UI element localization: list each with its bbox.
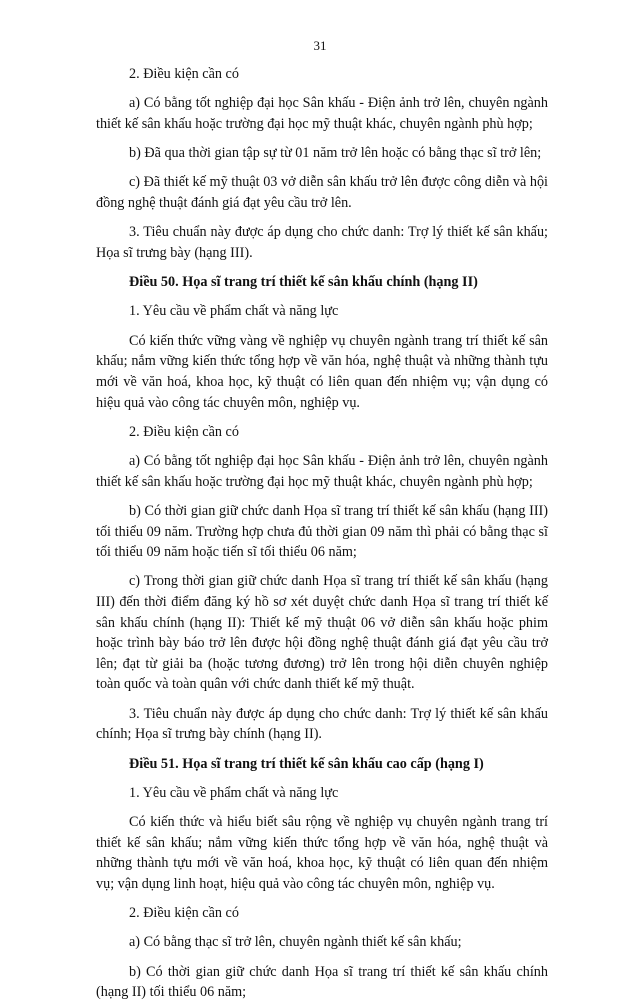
- paragraph: 1. Yêu cầu về phẩm chất và năng lực: [129, 784, 339, 801]
- paragraph: 1. Yêu cầu về phẩm chất và năng lực: [129, 303, 339, 320]
- article-heading: Điều 50. Họa sĩ trang trí thiết kế sân khấu chính (hạng II): [129, 274, 478, 291]
- paragraph: 3. Tiêu chuẩn này được áp dụng cho chức danh: Trợ lý thiết kế sân khấu; Họa sĩ trưng bày (hạng III).: [96, 224, 548, 261]
- paragraph: 3. Tiêu chuẩn này được áp dụng cho chức danh: Trợ lý thiết kế sân khấu chính; Họa sĩ trưng bày chính (hạng II).: [96, 705, 548, 743]
- paragraph: a) Có bằng tốt nghiệp đại học Sân khấu - Điện ảnh trở lên, chuyên ngành thiết kế sân khấu hoặc trường đại học mỹ thuật khác, chuyên ngành phù hợp;: [96, 453, 548, 490]
- paragraph: 2. Điều kiện cần có: [129, 423, 239, 440]
- paragraph: Có kiến thức và hiểu biết sâu rộng về nghiệp vụ chuyên ngành trang trí thiết kế sân khấu; nắm vững kiến thức tổng hợp về văn hóa, nghệ thuật và những thành tựu mới về văn hoá, khoa học, kỹ thuật có liên quan đến nhiệm vụ; vận dụng linh hoạt, hiệu quả vào công tác chuyên môn, nghiệp vụ.: [96, 814, 548, 892]
- paragraph: b) Có thời gian giữ chức danh Họa sĩ trang trí thiết kế sân khấu (hạng III) tối thiểu 09 năm. Trường hợp chưa đủ thời gian 09 năm thì phải có bằng thạc sĩ tối thiểu 09 năm hoặc tiến sĩ tối thiểu 06 năm;: [96, 502, 548, 561]
- paragraph: Có kiến thức vững vàng về nghiệp vụ chuyên ngành trang trí thiết kế sân khấu; nắm vững kiến thức tổng hợp về văn hóa, nghệ thuật và những thành tựu mới về văn hoá, khoa học, kỹ thuật có liên quan đến nhiệm vụ; vận dụng có hiệu quả vào công tác chuyên môn, nghiệp vụ.: [96, 332, 548, 411]
- document-body: [96, 64, 548, 1003]
- paragraph: b) Có thời gian giữ chức danh Họa sĩ trang trí thiết kế sân khấu chính (hạng II) tối thiểu 06 năm;: [96, 963, 548, 1001]
- article-heading: Điều 51. Họa sĩ trang trí thiết kế sân khấu cao cấp (hạng I): [129, 755, 484, 772]
- paragraph: a) Có bằng tốt nghiệp đại học Sân khấu - Điện ảnh trở lên, chuyên ngành thiết kế sân khấu hoặc trường đại học mỹ thuật khác, chuyên ngành phù hợp;: [96, 95, 548, 132]
- page-number: 31: [313, 38, 327, 53]
- paragraph: 2. Điều kiện cần có: [129, 66, 239, 82]
- paragraph: c) Trong thời gian giữ chức danh Họa sĩ trang trí thiết kế sân khấu (hạng III) đến thời điểm đăng ký hồ sơ xét duyệt chức danh Họa sĩ trang trí thiết kế sân khấu chính (hạng II): Thiết kế mỹ thuật 06 vở diễn sân khấu hoặc phim hoặc trình bày báo trở lên được hội đồng nghệ thuật đánh giá đạt yêu cầu trở lên; đạt từ giải ba (hoặc tương đương) trở lên trong hội diễn chuyên nghiệp toàn quốc và toàn quân với chức danh thiết kế mỹ thuật.: [96, 573, 548, 693]
- paragraph: a) Có bằng thạc sĩ trở lên, chuyên ngành thiết kế sân khấu;: [129, 934, 462, 951]
- paragraph: 2. Điều kiện cần có: [129, 905, 239, 922]
- paragraph: b) Đã qua thời gian tập sự từ 01 năm trở lên hoặc có bằng thạc sĩ trở lên;: [129, 145, 542, 162]
- paragraph: c) Đã thiết kế mỹ thuật 03 vở diễn sân khấu trở lên được công diễn và hội đồng nghệ thuật đánh giá đạt yêu cầu trở lên.: [96, 174, 548, 212]
